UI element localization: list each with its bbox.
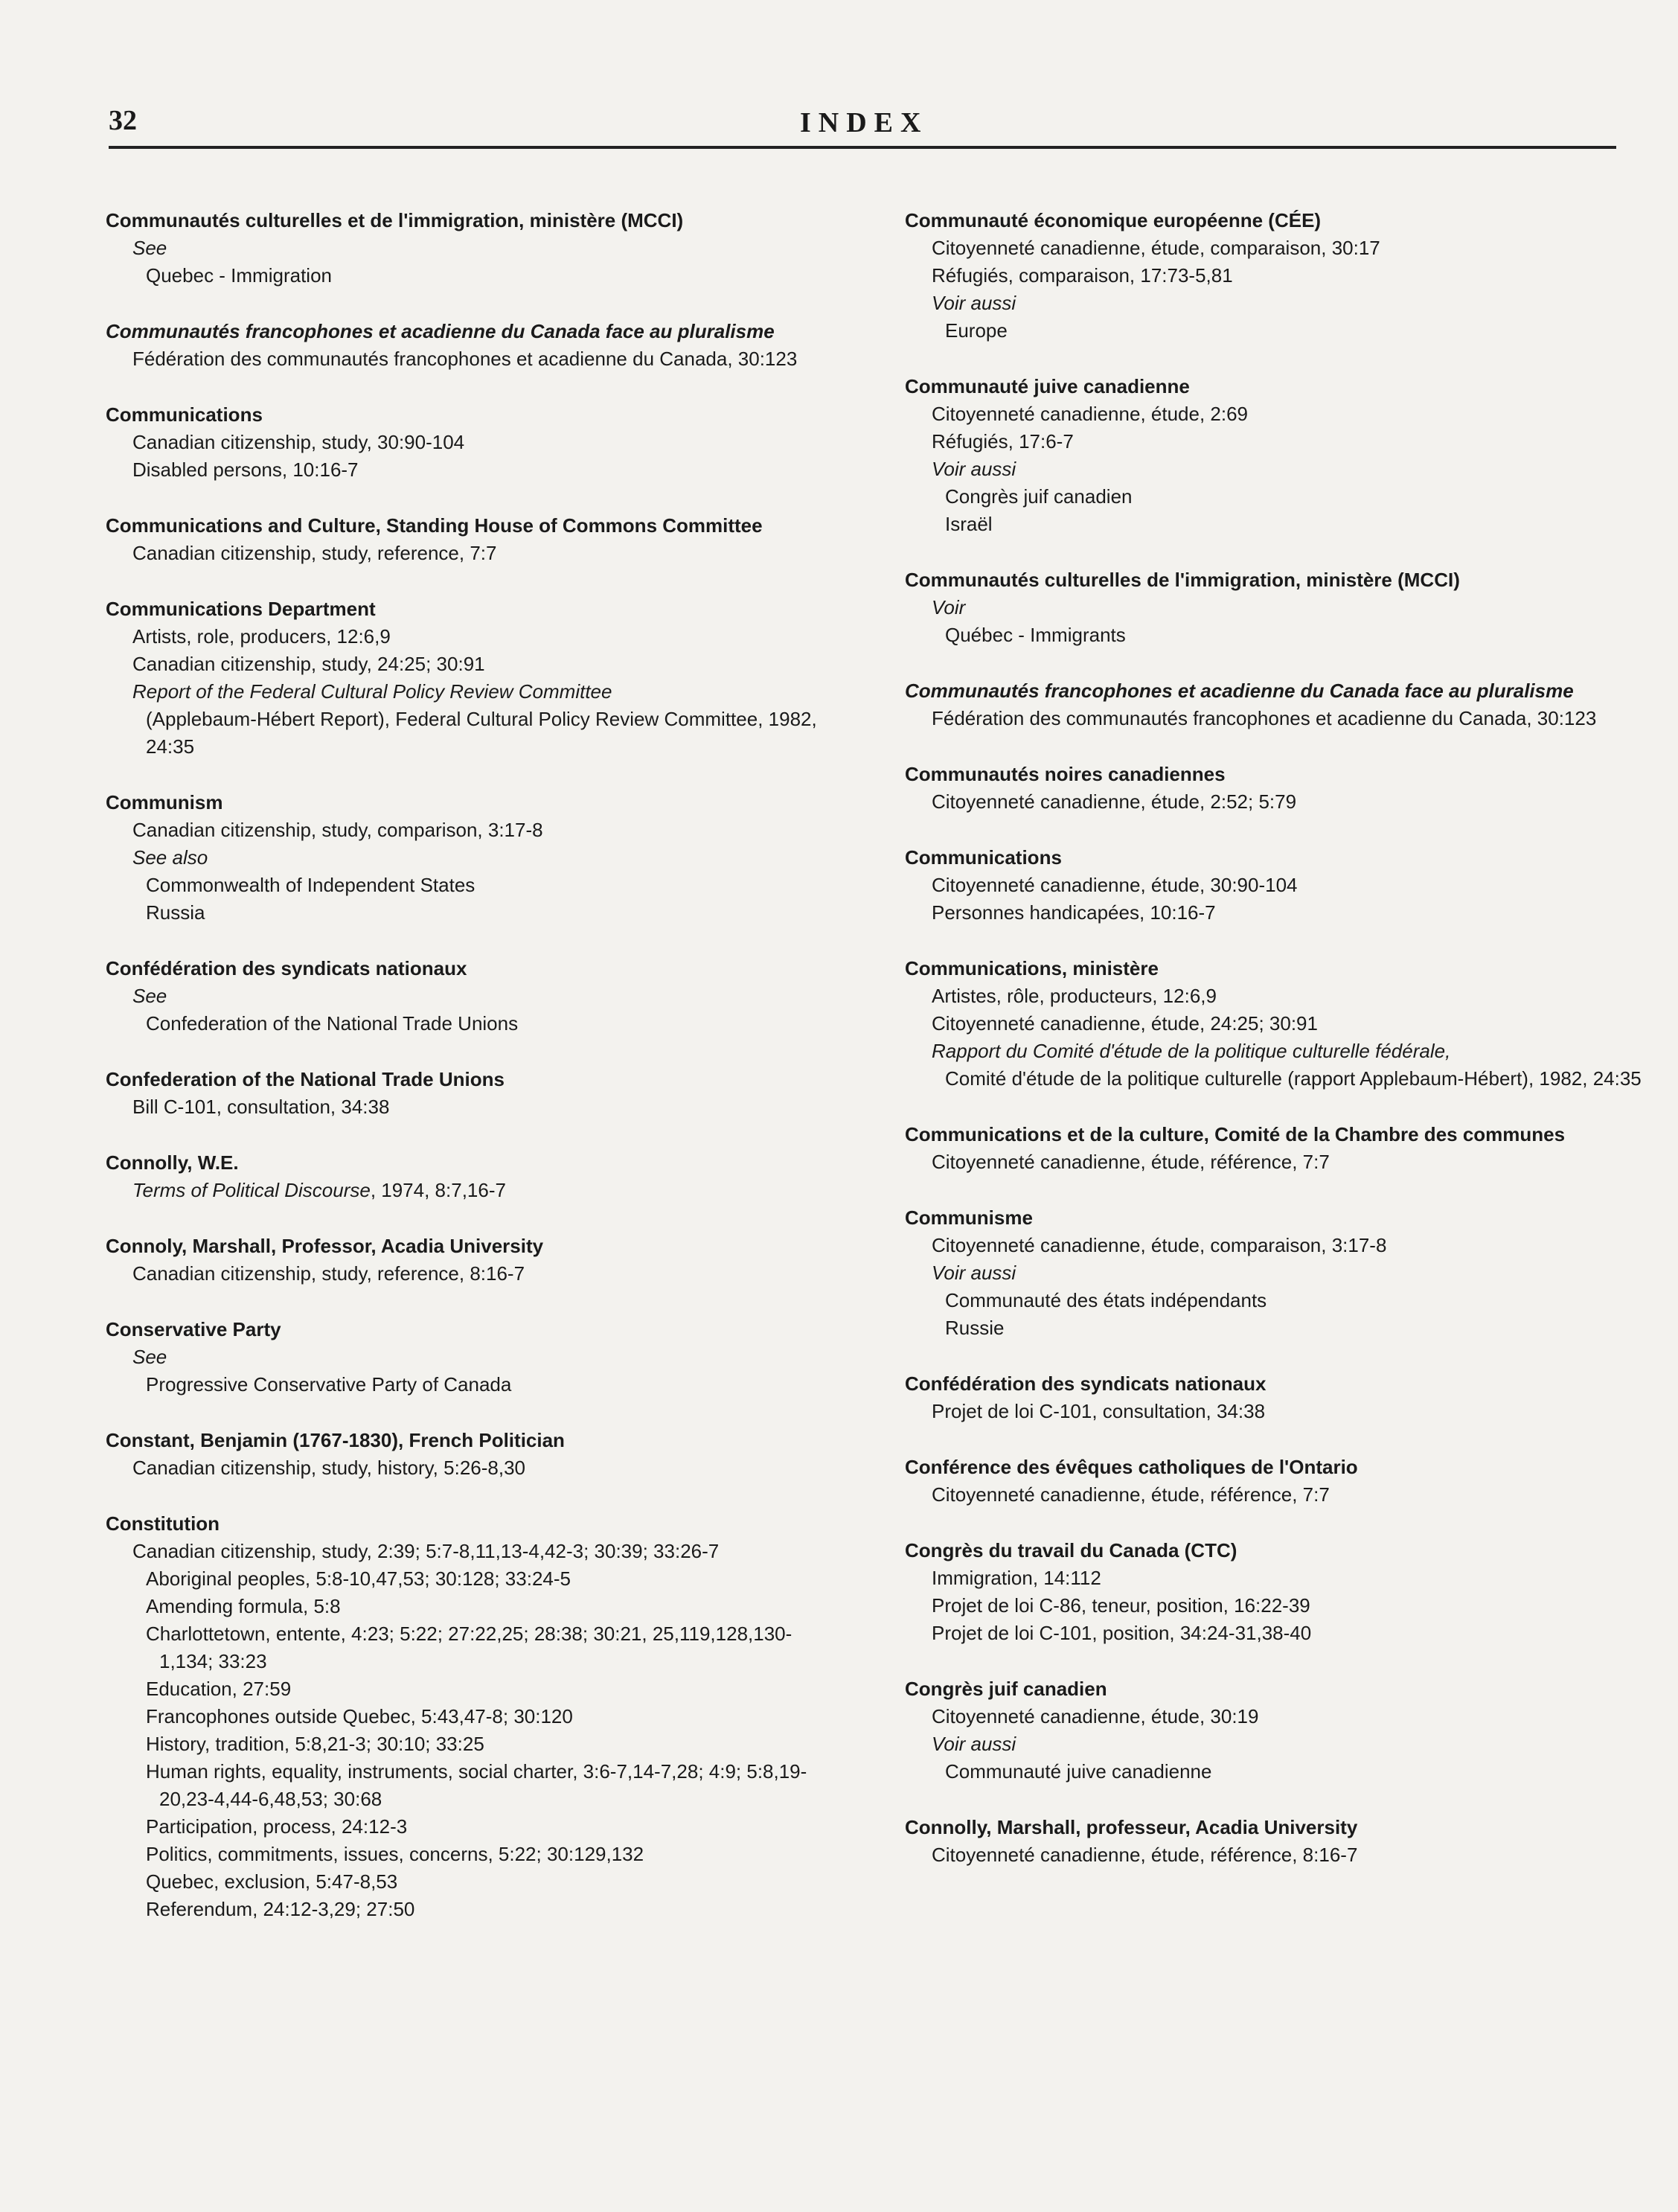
index-entry-heading: Communautés francophones et acadienne du Canada face au pluralisme <box>106 320 775 342</box>
index-subentry: Canadian citizenship, study, 30:90-104 <box>132 431 465 453</box>
index-entry <box>905 761 1642 816</box>
cross-reference-target: Congrès juif canadien <box>945 485 1133 508</box>
cross-reference-target: Communauté juive canadienne <box>945 1760 1212 1783</box>
cross-reference-label: Voir aussi <box>932 1733 1016 1755</box>
index-subentry: Projet de loi C-101, position, 34:24-31,38-40 <box>932 1622 1312 1644</box>
index-subentry: Projet de loi C-101, consultation, 34:38 <box>932 1400 1266 1422</box>
index-entry <box>905 1814 1642 1869</box>
index-subentry: Disabled persons, 10:16-7 <box>132 458 359 481</box>
index-entry <box>905 677 1642 732</box>
index-subentry: Projet de loi C-86, teneur, position, 16:22-39 <box>932 1594 1310 1617</box>
index-subentry: Canadian citizenship, study, reference, 8:16-7 <box>132 1262 525 1285</box>
index-subentry: Rapport du Comité d'étude de la politique culturelle fédérale, <box>932 1040 1451 1062</box>
index-subentry: Politics, commitments, issues, concerns, 5:22; 30:129,132 <box>146 1843 644 1865</box>
index-entry-heading: Connolly, W.E. <box>106 1151 239 1174</box>
index-entry-heading: Connolly, Marshall, professeur, Acadia University <box>905 1816 1358 1838</box>
index-subentry: Quebec, exclusion, 5:47-8,53 <box>146 1870 398 1893</box>
index-entry <box>106 1233 842 1288</box>
cross-reference-target: Progressive Conservative Party of Canada <box>146 1373 512 1396</box>
index-entry <box>905 1121 1642 1176</box>
index-entry <box>106 1066 842 1121</box>
cross-reference-target: Comité d'étude de la politique culturelle (rapport Applebaum-Hébert), 1982, 24:35 <box>945 1067 1642 1090</box>
index-entry <box>106 1510 842 1923</box>
index-entry-heading: Communautés francophones et acadienne du Canada face au pluralisme <box>905 680 1574 702</box>
index-entry-heading: Connoly, Marshall, Professor, Acadia University <box>106 1235 544 1257</box>
index-subentry: Citoyenneté canadienne, étude, comparaison, 3:17-8 <box>932 1234 1387 1256</box>
index-entry-heading: Communauté économique européenne (CÉE) <box>905 209 1322 231</box>
index-subentry: Citoyenneté canadienne, étude, 2:69 <box>932 403 1249 425</box>
index-entry <box>106 1427 842 1482</box>
index-entry-heading: Congrès juif canadien <box>905 1678 1107 1700</box>
page-title: INDEX <box>800 107 929 138</box>
index-entry <box>106 789 842 927</box>
index-subentry: Aboriginal peoples, 5:8-10,47,53; 30:128; 33:24-5 <box>146 1567 571 1590</box>
index-entry <box>106 401 842 484</box>
index-entry-heading: Communautés noires canadiennes <box>905 763 1226 785</box>
index-subentry: Citoyenneté canadienne, étude, comparaison, 30:17 <box>932 237 1380 259</box>
index-subentry: Bill C-101, consultation, 34:38 <box>132 1096 390 1118</box>
page-number: 32 <box>109 105 137 136</box>
index-entry <box>905 1454 1642 1509</box>
index-subentry: Personnes handicapées, 10:16-7 <box>932 901 1216 924</box>
index-entry-heading: Communications <box>106 403 263 426</box>
index-entry <box>106 512 842 567</box>
index-subentry: Citoyenneté canadienne, étude, 2:52; 5:79 <box>932 790 1297 813</box>
index-subentry: Participation, process, 24:12-3 <box>146 1815 408 1838</box>
index-column-left <box>106 207 842 1952</box>
index-entry-heading: Congrès du travail du Canada (CTC) <box>905 1539 1237 1561</box>
index-subentry: Réfugiés, comparaison, 17:73-5,81 <box>932 264 1233 287</box>
cross-reference-target: Russie <box>945 1317 1005 1339</box>
index-entry-heading: Conservative Party <box>106 1318 281 1340</box>
cross-reference-target: Québec - Immigrants <box>945 624 1126 646</box>
index-subentry-title: Terms of Political Discourse <box>132 1179 371 1201</box>
index-subentry: Citoyenneté canadienne, étude, 24:25; 30:91 <box>932 1012 1318 1035</box>
index-entry <box>106 955 842 1038</box>
index-entry-heading: Constant, Benjamin (1767-1830), French Politician <box>106 1429 565 1451</box>
index-subentry <box>119 1177 842 1204</box>
index-subentry: Canadian citizenship, study, history, 5:26-8,30 <box>132 1457 525 1479</box>
index-subentry: Canadian citizenship, study, reference, 7:7 <box>132 542 497 564</box>
index-entry-heading: Confederation of the National Trade Unions <box>106 1068 505 1090</box>
index-subentry: Francophones outside Quebec, 5:43,47-8; 30:120 <box>146 1705 573 1727</box>
index-entry <box>106 1149 842 1204</box>
index-entry <box>905 566 1642 649</box>
index-entry-heading: Communications <box>905 846 1062 869</box>
index-entry <box>106 318 842 373</box>
index-entry-heading: Communications, ministère <box>905 957 1159 979</box>
index-entry <box>106 207 842 290</box>
cross-reference-label: See <box>132 1346 167 1368</box>
index-entry-heading: Conférence des évêques catholiques de l'Ontario <box>905 1456 1358 1478</box>
index-subentry: History, tradition, 5:8,21-3; 30:10; 33:25 <box>146 1733 484 1755</box>
index-entry-heading: Constitution <box>106 1512 220 1535</box>
index-entry <box>905 1537 1642 1647</box>
index-entry-heading: Communications Department <box>106 598 376 620</box>
cross-reference-target: Europe <box>945 319 1008 342</box>
cross-reference-target: Confederation of the National Trade Unions <box>146 1012 519 1035</box>
cross-reference-target: Quebec - Immigration <box>146 264 332 287</box>
index-subentry: Canadian citizenship, study, comparison, 3:17-8 <box>132 819 543 841</box>
index-subentry: Artists, role, producers, 12:6,9 <box>132 625 391 648</box>
index-subentry: Charlottetown, entente, 4:23; 5:22; 27:22,25; 28:38; 30:21, 25,119,128,130-1,134; 33:23 <box>146 1623 792 1672</box>
index-subentry: Immigration, 14:112 <box>932 1567 1101 1589</box>
index-subentry: Citoyenneté canadienne, étude, référence, 7:7 <box>932 1151 1330 1173</box>
index-entry <box>905 955 1642 1093</box>
index-entry-heading: Communications and Culture, Standing House of Commons Committee <box>106 514 763 537</box>
index-subentry: Referendum, 24:12-3,29; 27:50 <box>146 1898 415 1920</box>
header-rule <box>109 146 1616 149</box>
index-subentry: Canadian citizenship, study, 2:39; 5:7-8,11,13-4,42-3; 30:39; 33:26-7 <box>132 1540 720 1562</box>
index-subentry-locators: , 1974, 8:7,16-7 <box>370 1179 506 1201</box>
cross-reference-label: Voir <box>932 596 966 618</box>
index-subentry: Réfugiés, 17:6-7 <box>932 430 1074 453</box>
cross-reference-target: Russia <box>146 901 205 924</box>
cross-reference-label: See <box>132 237 167 259</box>
index-subentry: Education, 27:59 <box>146 1678 292 1700</box>
index-subentry: Canadian citizenship, study, 24:25; 30:91 <box>132 653 485 675</box>
index-entry-heading: Communautés culturelles de l'immigration, ministère (MCCI) <box>905 569 1460 591</box>
index-entry <box>106 595 842 761</box>
cross-reference-target: Communauté des états indépendants <box>945 1289 1267 1311</box>
cross-reference-label: See also <box>132 846 208 869</box>
cross-reference-target: Commonwealth of Independent States <box>146 874 475 896</box>
index-subentry: Report of the Federal Cultural Policy Review Committee <box>132 680 612 703</box>
index-entry <box>905 844 1642 927</box>
index-subentry: Citoyenneté canadienne, étude, 30:90-104 <box>932 874 1298 896</box>
index-subentry: Citoyenneté canadienne, étude, référence, 7:7 <box>932 1483 1330 1506</box>
index-entry-heading: Confédération des syndicats nationaux <box>905 1372 1266 1395</box>
index-entry <box>905 1370 1642 1425</box>
index-entry-heading: Confédération des syndicats nationaux <box>106 957 467 979</box>
index-entry-heading: Communauté juive canadienne <box>905 375 1190 397</box>
index-subentry: Artistes, rôle, producteurs, 12:6,9 <box>932 985 1217 1007</box>
index-subentry: Citoyenneté canadienne, étude, 30:19 <box>932 1705 1259 1727</box>
index-subentry: Human rights, equality, instruments, social charter, 3:6-7,14-7,28; 4:9; 5:8,19-20,23-4,44-6,48,53; 30:68 <box>146 1760 807 1810</box>
cross-reference-label: See <box>132 985 167 1007</box>
index-column-right <box>905 207 1642 1897</box>
index-entry <box>905 1204 1642 1342</box>
index-entry <box>905 1675 1642 1786</box>
cross-reference-label: Voir aussi <box>932 1262 1016 1284</box>
index-subentry: Citoyenneté canadienne, étude, référence, 8:16-7 <box>932 1844 1358 1866</box>
index-subentry: Amending formula, 5:8 <box>146 1595 341 1617</box>
cross-reference-label: Voir aussi <box>932 292 1016 314</box>
index-entry <box>905 207 1642 345</box>
index-entry-heading: Communisme <box>905 1206 1033 1229</box>
cross-reference-label: Voir aussi <box>932 458 1016 480</box>
cross-reference-target: Israël <box>945 513 993 535</box>
index-subentry: Fédération des communautés francophones et acadienne du Canada, 30:123 <box>932 707 1597 729</box>
index-entry-heading: Communautés culturelles et de l'immigration, ministère (MCCI) <box>106 209 684 231</box>
index-entry-heading: Communism <box>106 791 223 813</box>
index-entry <box>106 1316 842 1399</box>
index-entry-heading: Communications et de la culture, Comité de la Chambre des communes <box>905 1123 1566 1145</box>
index-entry <box>905 373 1642 538</box>
index-subentry: Fédération des communautés francophones et acadienne du Canada, 30:123 <box>132 348 798 370</box>
cross-reference-target: (Applebaum-Hébert Report), Federal Cultural Policy Review Committee, 1982, 24:35 <box>146 708 817 758</box>
